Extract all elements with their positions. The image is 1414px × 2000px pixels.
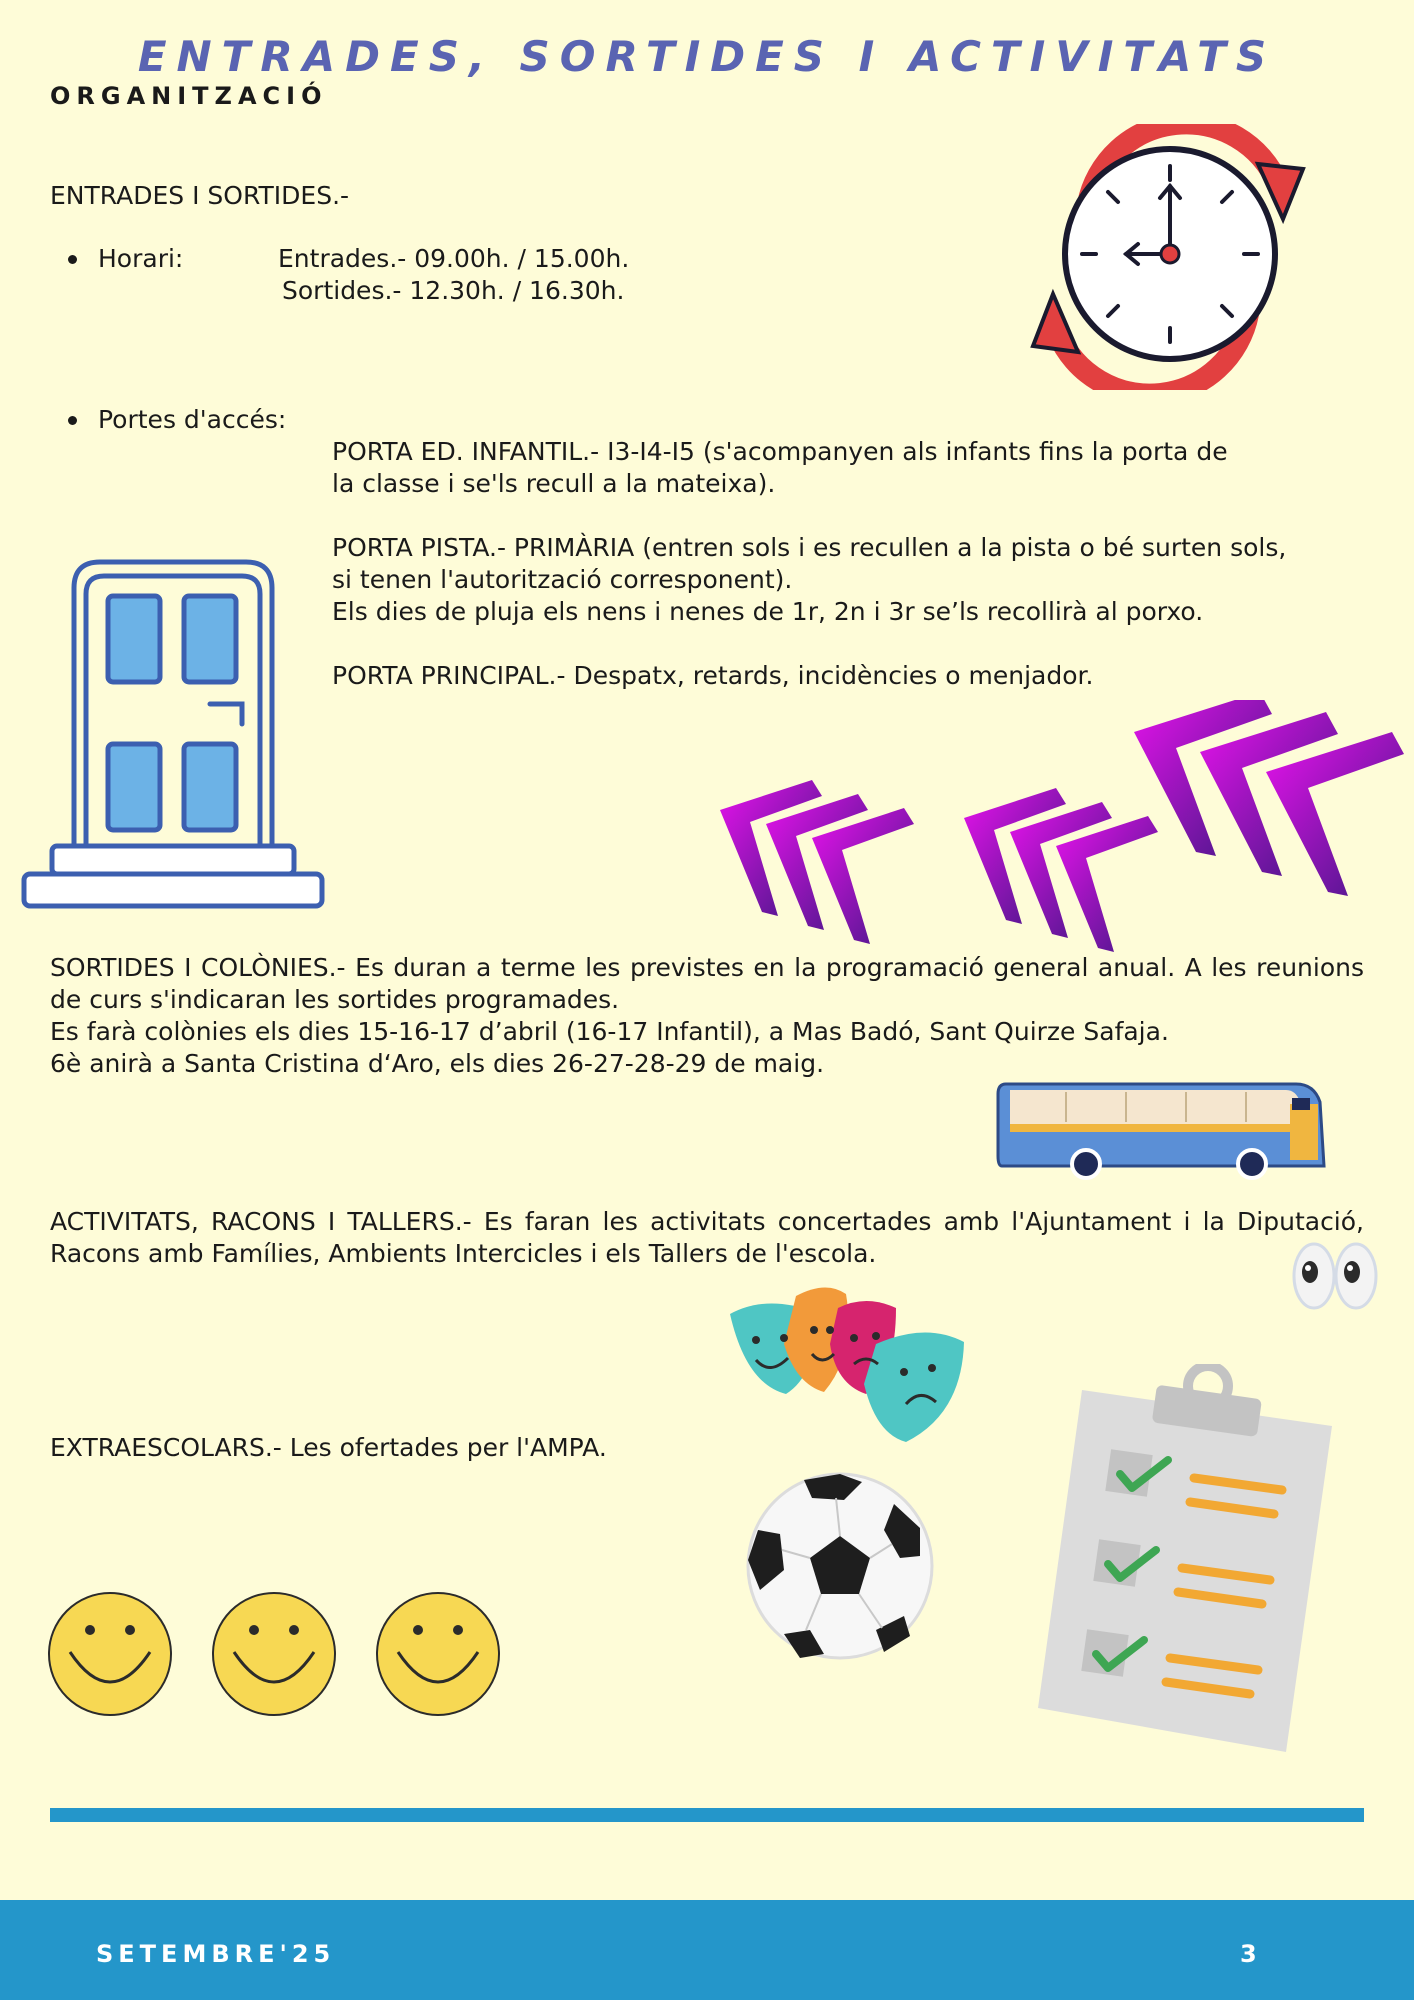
entrades-time: Entrades.- 09.00h. / 15.00h.	[278, 244, 630, 273]
smiley-icon	[210, 1590, 338, 1718]
trips-line3: 6è anirà a Santa Cristina d‘Aro, els dies 26-27-28-29 de maig.	[50, 1049, 825, 1078]
trips-line2: Es farà colònies els dies 15-16-17 d’abril (16-17 Infantil), a Mas Badó, Sant Quirze Safaja.	[50, 1017, 1169, 1046]
trips-paragraph: SORTIDES I COLÒNIES.- Es duran a terme les previstes en la programació general anual. A les reunions de curs s'indicaran les sortides programades.	[50, 953, 1364, 1014]
smiley-icon	[374, 1590, 502, 1718]
eyes-icon	[1292, 1242, 1378, 1310]
theater-masks-icon	[726, 1284, 966, 1450]
checklist-clipboard-icon	[1036, 1364, 1336, 1754]
doors-label: Portes d'accés:	[98, 405, 287, 434]
divider-rule	[50, 1808, 1364, 1822]
activities-paragraph: ACTIVITATS, RACONS I TALLERS.- Es faran les activitats concertades amb l'Ajuntament i la Diputació, Racons amb Famílies, Ambients Intercicles i els Tallers de l'escola.	[50, 1207, 1364, 1268]
footer-date: SETEMBRE'25	[96, 1940, 336, 1968]
smiley-icon	[46, 1590, 174, 1718]
schedule-label: Horari:	[98, 244, 184, 273]
door-icon	[20, 558, 326, 912]
entries-heading: ENTRADES I SORTIDES.-	[50, 181, 350, 210]
door-infantil-line1: PORTA ED. INFANTIL.- I3-I4-I5 (s'acompanyen als infants fins la porta de	[332, 437, 1228, 466]
bus-icon	[996, 1076, 1328, 1180]
section-label: ORGANITZACIÓ	[50, 82, 328, 110]
soccer-ball-icon	[744, 1470, 936, 1662]
door-infantil-line2: la classe i se'ls recull a la mateixa).	[332, 469, 776, 498]
page-number: 3	[1240, 1940, 1257, 1968]
sortides-time: Sortides.- 12.30h. / 16.30h.	[282, 276, 625, 305]
door-pista-line3: Els dies de pluja els nens i nenes de 1r, 2n i 3r se’ls recollirà al porxo.	[332, 597, 1204, 626]
extracurricular-text: EXTRAESCOLARS.- Les ofertades per l'AMPA.	[50, 1433, 607, 1462]
door-pista-line1: PORTA PISTA.- PRIMÀRIA (entren sols i es recullen a la pista o bé surten sols,	[332, 533, 1287, 562]
clock-arrows-icon	[1028, 124, 1308, 390]
page-title: ENTRADES, SORTIDES I ACTIVITATS	[137, 32, 1277, 81]
door-principal: PORTA PRINCIPAL.- Despatx, retards, incidències o menjador.	[332, 661, 1094, 690]
door-pista-line2: si tenen l'autorització corresponent).	[332, 565, 793, 594]
chevron-arrows-icon	[700, 700, 1414, 970]
